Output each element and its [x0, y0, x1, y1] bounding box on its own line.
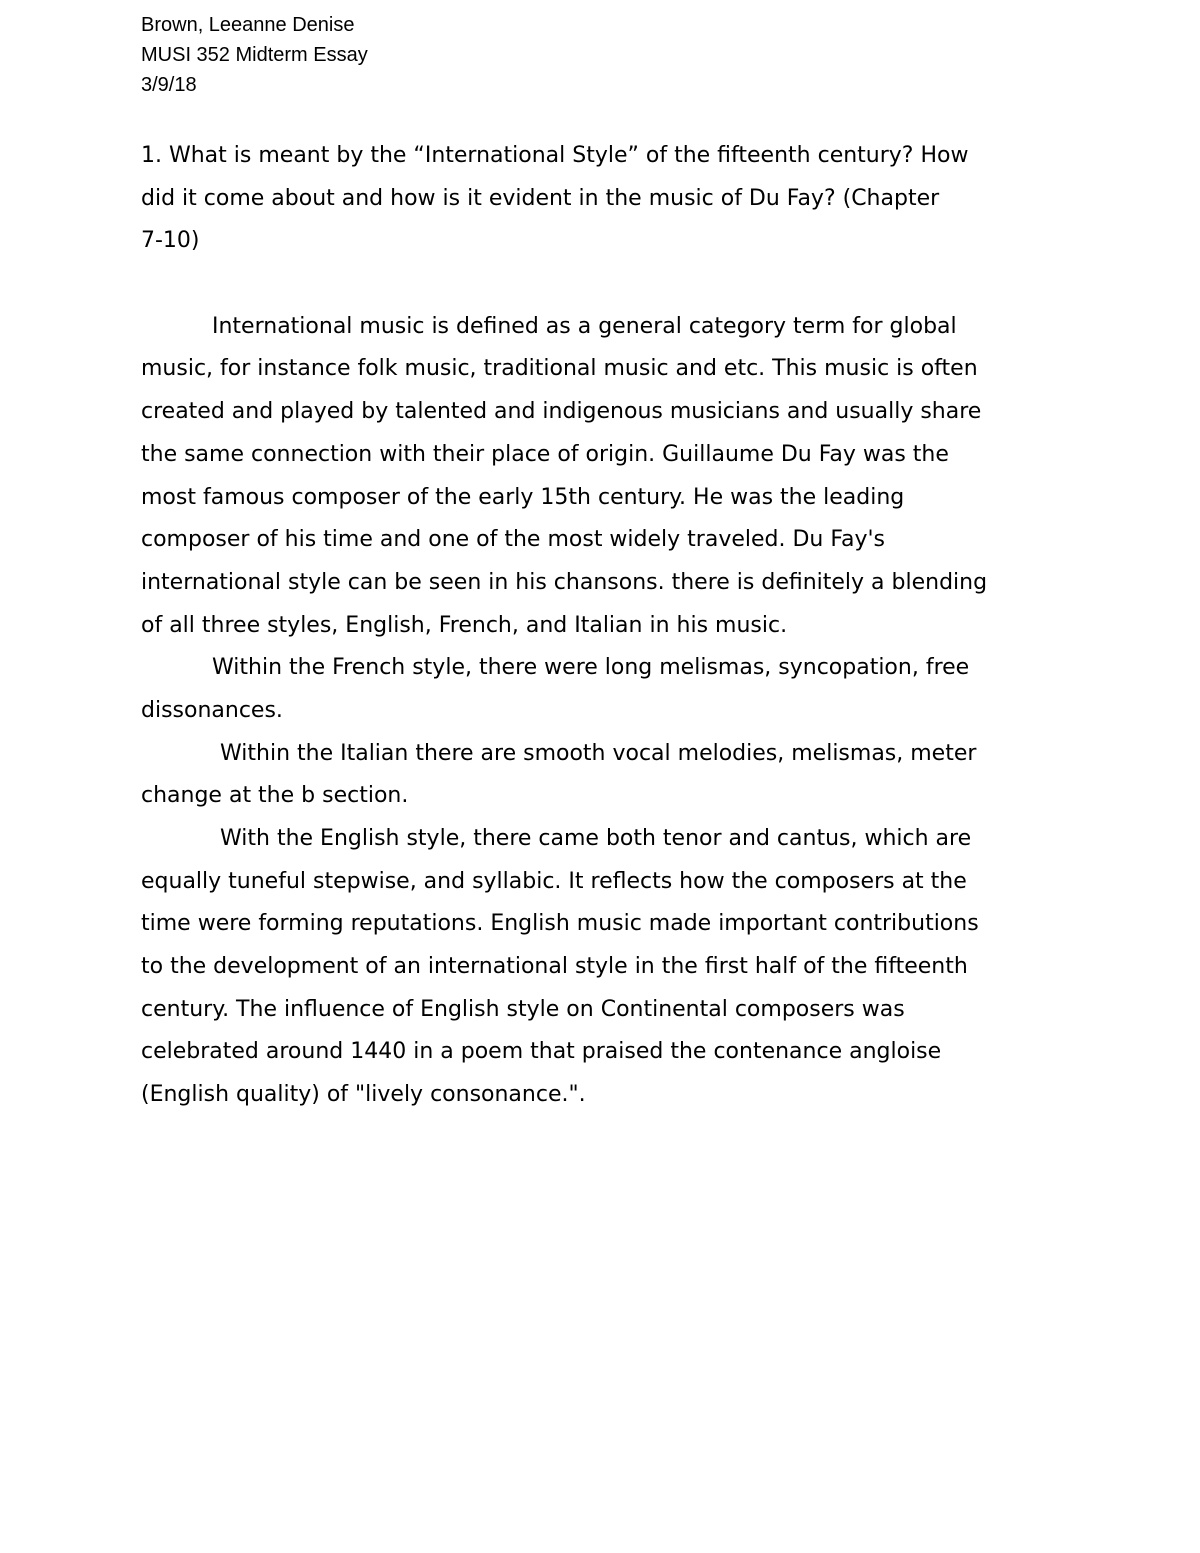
question-line: did it come about and how is it evident in the music of Du Fay? (Chapter: [141, 185, 940, 211]
document-date: 3/9/18: [141, 74, 197, 96]
essay-question: [141, 135, 1066, 263]
paragraph-line: With the English style, there came both tenor and cantus, which are: [220, 826, 972, 851]
paragraph-line: music, for instance folk music, traditional music and etc. This music is often: [141, 356, 978, 382]
paragraph-line: to the development of an international style in the first half of the fifteenth: [141, 954, 968, 980]
paragraph-line: created and played by talented and indigenous musicians and usually share: [141, 399, 982, 425]
spacer: [141, 263, 1066, 306]
course-title: MUSI 352 Midterm Essay: [141, 44, 368, 66]
paragraph-line: composer of his time and one of the most widely traveled. Du Fay's: [141, 527, 885, 553]
paragraph-line: time were forming reputations. English music made important contributions: [141, 911, 979, 937]
paragraph-line: century. The influence of English style on Continental composers was: [141, 996, 905, 1022]
paragraph-line: change at the b section.: [141, 783, 409, 809]
paragraph-line: international style can be seen in his chansons. there is definitely a blending: [141, 569, 988, 595]
document-header: [141, 10, 368, 100]
question-line: 7-10): [141, 228, 200, 254]
paragraph-line: equally tuneful stepwise, and syllabic. It reflects how the composers at the: [141, 868, 967, 894]
author-name: Brown, Leeanne Denise: [141, 14, 355, 36]
paragraph-line: International music is defined as a general category term for global: [212, 313, 957, 339]
paragraph-line: celebrated around 1440 in a poem that praised the contenance angloise: [141, 1039, 942, 1065]
paragraph-line: dissonances.: [141, 697, 283, 723]
paragraph-line: of all three styles, English, French, and Italian in his music.: [141, 612, 788, 638]
paragraph-intro: [141, 306, 1066, 648]
question-line: 1. What is meant by the “International Style” of the fifteenth century? How: [141, 143, 969, 168]
paragraph-french-style: [141, 647, 1066, 732]
paragraph-line: (English quality) of "lively consonance.".: [141, 1082, 586, 1108]
paragraph-line: Within the French style, there were long melismas, syncopation, free: [212, 655, 970, 681]
paragraph-line: most famous composer of the early 15th century. He was the leading: [141, 484, 905, 510]
paragraph-italian-style: [141, 733, 1066, 818]
paragraph-line: the same connection with their place of origin. Guillaume Du Fay was the: [141, 441, 949, 467]
paragraph-line: Within the Italian there are smooth vocal melodies, melismas, meter: [220, 740, 977, 766]
essay-body: [141, 135, 1066, 1117]
paragraph-english-style: [141, 818, 1066, 1117]
